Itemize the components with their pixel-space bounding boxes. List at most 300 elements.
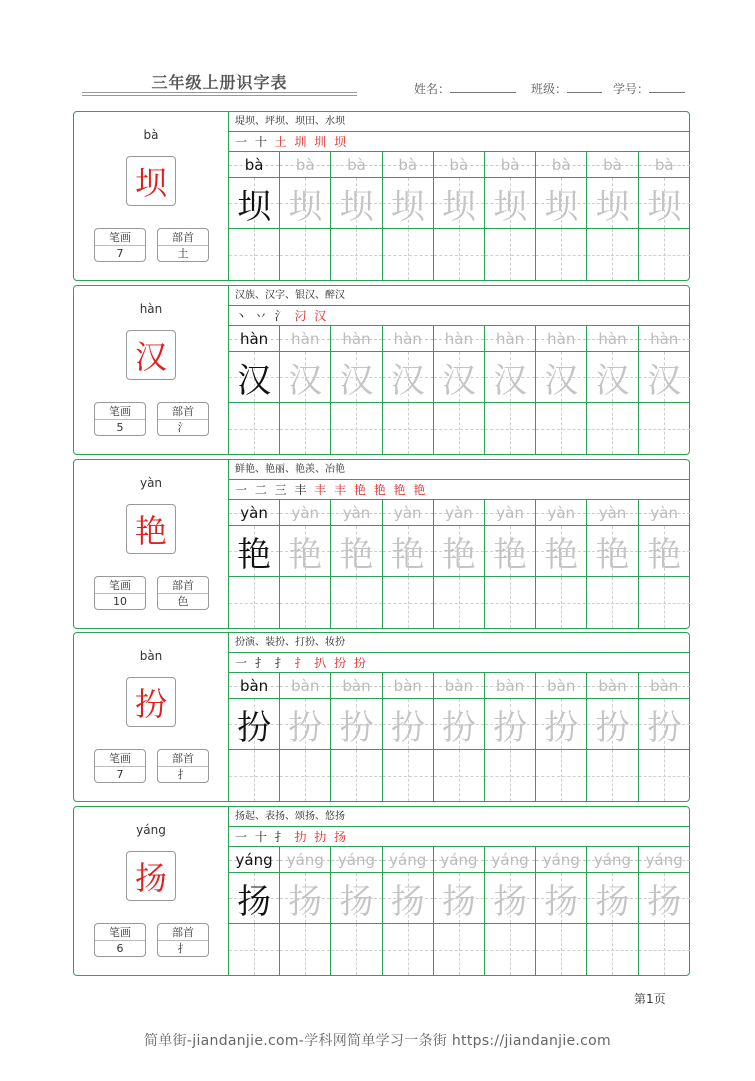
writing-cell[interactable] — [383, 229, 433, 280]
stroke-order-black: 丶 丷 氵 — [235, 309, 295, 323]
pinyin-text: yáng — [389, 851, 427, 869]
practice-grid — [229, 326, 690, 454]
writing-cell[interactable] — [536, 229, 586, 280]
pinyin-text: yàn — [496, 504, 524, 522]
writing-cell[interactable] — [280, 577, 330, 628]
id-label: 学号： — [613, 82, 650, 96]
pinyin-trace-cell[interactable] — [331, 673, 381, 699]
char-trace-cell[interactable] — [587, 699, 637, 750]
char-trace-cell[interactable] — [331, 178, 381, 229]
char-trace-cell[interactable] — [434, 526, 484, 577]
writing-cell[interactable] — [434, 577, 484, 628]
char-trace-cell[interactable] — [536, 699, 586, 750]
pinyin-trace-cell[interactable] — [434, 500, 484, 526]
pinyin-text: yáng — [645, 851, 683, 869]
pinyin-text: bà — [244, 156, 264, 174]
char-trace-cell[interactable] — [383, 352, 433, 403]
pinyin-text: bàn — [342, 677, 371, 695]
writing-cell[interactable] — [485, 577, 535, 628]
writing-cell[interactable] — [536, 403, 586, 454]
char-trace-cell[interactable] — [383, 526, 433, 577]
char-glyph: 扬 — [288, 881, 323, 922]
pinyin-text: bà — [295, 156, 315, 174]
class-label: 班级： — [531, 82, 568, 96]
char-trace-cell[interactable] — [229, 526, 279, 577]
char-glyph: 坝 — [339, 186, 374, 227]
pinyin-trace-cell[interactable] — [229, 673, 279, 699]
pinyin-trace-cell[interactable] — [485, 326, 535, 352]
writing-cell[interactable] — [587, 750, 637, 801]
char-trace-cell[interactable] — [485, 352, 535, 403]
practice-column — [587, 500, 638, 628]
pinyin-trace-cell[interactable] — [639, 500, 690, 526]
pinyin-trace-cell[interactable] — [485, 500, 535, 526]
char-trace-cell[interactable] — [331, 526, 381, 577]
writing-cell[interactable] — [434, 750, 484, 801]
pinyin-trace-cell[interactable] — [331, 500, 381, 526]
pinyin-trace-cell[interactable] — [485, 152, 535, 178]
writing-cell[interactable] — [229, 229, 279, 280]
stroke-order — [229, 132, 690, 152]
pinyin-text: yáng — [542, 851, 580, 869]
pinyin-trace-cell[interactable] — [434, 326, 484, 352]
char-trace-cell[interactable] — [536, 352, 586, 403]
stroke-count-box — [94, 923, 146, 957]
char-trace-cell[interactable] — [280, 178, 330, 229]
pinyin-trace-cell[interactable] — [434, 847, 484, 873]
char-info-panel — [74, 112, 228, 280]
char-glyph: 扮 — [390, 707, 425, 748]
pinyin-trace-cell[interactable] — [536, 673, 586, 699]
practice-column — [639, 152, 690, 280]
char-glyph: 汉 — [493, 360, 528, 401]
pinyin-text: yàn — [393, 504, 422, 522]
char-trace-cell[interactable] — [434, 352, 484, 403]
pinyin-trace-cell[interactable] — [383, 326, 433, 352]
practice-column — [587, 152, 638, 280]
char-trace-cell[interactable] — [639, 699, 690, 750]
practice-grid — [229, 152, 690, 280]
writing-cell[interactable] — [639, 577, 690, 628]
practice-column — [536, 152, 587, 280]
practice-panel — [228, 633, 689, 801]
writing-cell[interactable] — [383, 577, 433, 628]
char-trace-cell[interactable] — [280, 526, 330, 577]
char-trace-cell[interactable] — [331, 352, 381, 403]
page-title: 三年级上册识字表 — [151, 73, 288, 92]
char-glyph: 扬 — [390, 881, 425, 922]
pinyin-trace-cell[interactable] — [383, 847, 433, 873]
word-list: 汉族、汉字、银汉、醉汉 — [229, 286, 690, 306]
practice-column — [639, 673, 690, 801]
pinyin-text: hàn — [239, 330, 269, 348]
char-glyph: 汉 — [441, 360, 476, 401]
char-glyph: 坝 — [390, 186, 425, 227]
writing-cell[interactable] — [331, 577, 381, 628]
stroke-count-box — [94, 402, 146, 436]
char-trace-cell[interactable] — [434, 699, 484, 750]
character-card — [73, 285, 690, 455]
stroke-order-red: 扐 扐 扬 — [294, 830, 349, 844]
pinyin-trace-cell[interactable] — [434, 152, 484, 178]
char-trace-cell[interactable] — [485, 178, 535, 229]
char-glyph: 艳 — [493, 534, 528, 575]
radical-box — [157, 576, 209, 610]
practice-column — [587, 847, 638, 975]
writing-cell[interactable] — [587, 924, 637, 975]
char-trace-cell[interactable] — [639, 873, 690, 924]
practice-column — [383, 152, 434, 280]
practice-grid — [229, 847, 690, 975]
writing-cell[interactable] — [280, 229, 330, 280]
pinyin-trace-cell[interactable] — [587, 673, 637, 699]
writing-cell[interactable] — [536, 750, 586, 801]
practice-column — [639, 847, 690, 975]
pinyin-text: hàn — [444, 330, 473, 348]
writing-cell[interactable] — [639, 403, 690, 454]
pinyin-trace-cell[interactable] — [229, 326, 279, 352]
writing-cell[interactable] — [383, 924, 433, 975]
pinyin-trace-cell[interactable] — [639, 847, 690, 873]
radical-box — [157, 228, 209, 262]
stroke-count-value: 7 — [116, 768, 124, 781]
stroke-count-label: 笔画 — [95, 403, 145, 420]
pinyin-text: yàn — [342, 504, 371, 522]
name-field[interactable] — [414, 80, 516, 97]
char-trace-cell[interactable] — [485, 699, 535, 750]
radical-value: 色 — [177, 595, 189, 608]
stroke-order — [229, 480, 690, 500]
character-card — [73, 806, 690, 976]
pinyin-text: yàn — [240, 504, 268, 522]
pinyin-text: bàn — [239, 677, 269, 695]
char-trace-cell[interactable] — [485, 873, 535, 924]
char-pinyin: yáng — [136, 823, 166, 837]
stroke-order — [229, 306, 690, 326]
practice-column — [434, 152, 485, 280]
practice-column — [536, 500, 587, 628]
practice-column — [280, 673, 331, 801]
char-trace-cell[interactable] — [639, 178, 690, 229]
char-trace-cell[interactable] — [485, 526, 535, 577]
writing-cell[interactable] — [639, 924, 690, 975]
pinyin-text: hàn — [650, 330, 679, 348]
pinyin-text: yàn — [547, 504, 576, 522]
stroke-count-label: 笔画 — [95, 924, 145, 941]
pinyin-trace-cell[interactable] — [536, 500, 586, 526]
char-trace-cell[interactable] — [280, 699, 330, 750]
writing-cell[interactable] — [434, 924, 484, 975]
pinyin-text: yáng — [286, 851, 324, 869]
char-trace-cell[interactable] — [383, 178, 433, 229]
character-card — [73, 459, 690, 629]
pinyin-trace-cell[interactable] — [383, 673, 433, 699]
char-trace-cell[interactable] — [383, 873, 433, 924]
practice-panel — [228, 112, 689, 280]
pinyin-trace-cell[interactable] — [229, 847, 279, 873]
pinyin-trace-cell[interactable] — [639, 326, 690, 352]
pinyin-trace-cell[interactable] — [331, 326, 381, 352]
char-trace-cell[interactable] — [536, 873, 586, 924]
char-trace-cell[interactable] — [639, 526, 690, 577]
class-blank[interactable] — [567, 81, 602, 93]
pinyin-trace-cell[interactable] — [331, 847, 381, 873]
class-field[interactable] — [531, 80, 602, 97]
pinyin-trace-cell[interactable] — [434, 673, 484, 699]
char-trace-cell[interactable] — [331, 699, 381, 750]
pinyin-text: yàn — [598, 504, 627, 522]
stroke-order — [229, 653, 690, 673]
page-number: 第1页 — [634, 992, 666, 1006]
stroke-count-value: 10 — [113, 595, 127, 608]
char-trace-cell[interactable] — [639, 352, 690, 403]
char-pinyin: hàn — [139, 302, 163, 316]
practice-column — [536, 326, 587, 454]
pinyin-text: bàn — [495, 677, 525, 695]
practice-column — [280, 500, 331, 628]
word-list: 扬起、表扬、颂扬、悠扬 — [229, 807, 690, 827]
writing-cell[interactable] — [485, 229, 535, 280]
char-trace-cell[interactable] — [587, 526, 637, 577]
id-blank[interactable] — [649, 81, 685, 93]
practice-column — [280, 152, 331, 280]
pinyin-trace-cell[interactable] — [485, 673, 535, 699]
writing-cell[interactable] — [383, 403, 433, 454]
char-trace-cell[interactable] — [536, 526, 586, 577]
pinyin-text: bàn — [291, 677, 320, 695]
char-glyph: 扬 — [493, 881, 528, 922]
writing-cell[interactable] — [587, 403, 637, 454]
pinyin-trace-cell[interactable] — [536, 847, 586, 873]
writing-cell[interactable] — [536, 577, 586, 628]
practice-column — [485, 500, 536, 628]
writing-cell[interactable] — [383, 750, 433, 801]
practice-column — [485, 847, 536, 975]
pinyin-trace-cell[interactable] — [536, 326, 586, 352]
radical-box — [157, 923, 209, 957]
pinyin-text: hàn — [342, 330, 371, 348]
writing-cell[interactable] — [331, 750, 381, 801]
stroke-count-value: 7 — [116, 247, 124, 260]
pinyin-trace-cell[interactable] — [229, 500, 279, 526]
char-glyph: 扮 — [441, 707, 476, 748]
char-display: 坝 — [126, 156, 176, 206]
char-trace-cell[interactable] — [280, 352, 330, 403]
char-trace-cell[interactable] — [587, 352, 637, 403]
pinyin-trace-cell[interactable] — [280, 500, 330, 526]
char-trace-cell[interactable] — [383, 699, 433, 750]
writing-cell[interactable] — [331, 229, 381, 280]
radical-value: 土 — [177, 247, 189, 260]
char-trace-cell[interactable] — [434, 178, 484, 229]
char-trace-cell[interactable] — [229, 873, 279, 924]
practice-column — [434, 326, 485, 454]
char-glyph: 艳 — [441, 534, 476, 575]
practice-panel — [228, 286, 689, 454]
practice-grid — [229, 500, 690, 628]
writing-cell[interactable] — [485, 750, 535, 801]
pinyin-trace-cell[interactable] — [587, 500, 637, 526]
pinyin-text: bàn — [444, 677, 473, 695]
pinyin-trace-cell[interactable] — [383, 500, 433, 526]
practice-panel — [228, 807, 689, 975]
char-glyph: 坝 — [595, 186, 630, 227]
writing-cell[interactable] — [485, 924, 535, 975]
stroke-count-label: 笔画 — [95, 750, 145, 767]
radical-label: 部首 — [158, 750, 208, 767]
pinyin-text: yàn — [650, 504, 678, 522]
char-glyph: 扮 — [647, 707, 682, 748]
pinyin-trace-cell[interactable] — [587, 326, 637, 352]
writing-cell[interactable] — [434, 403, 484, 454]
practice-column — [639, 500, 690, 628]
practice-column — [536, 673, 587, 801]
char-glyph: 扮 — [493, 707, 528, 748]
practice-column — [331, 500, 382, 628]
pinyin-text: bàn — [547, 677, 576, 695]
pinyin-text: yáng — [491, 851, 529, 869]
writing-cell[interactable] — [639, 229, 690, 280]
char-trace-cell[interactable] — [536, 178, 586, 229]
practice-column — [383, 847, 434, 975]
writing-cell[interactable] — [280, 750, 330, 801]
writing-cell[interactable] — [280, 403, 330, 454]
char-glyph: 坝 — [237, 186, 272, 227]
char-glyph: 扬 — [339, 881, 374, 922]
stroke-count-value: 5 — [116, 421, 124, 434]
char-glyph: 坝 — [441, 186, 476, 227]
practice-column — [434, 673, 485, 801]
writing-cell[interactable] — [229, 750, 279, 801]
pinyin-trace-cell[interactable] — [639, 152, 690, 178]
char-trace-cell[interactable] — [331, 873, 381, 924]
writing-cell[interactable] — [229, 403, 279, 454]
pinyin-text: bà — [347, 156, 366, 174]
practice-column — [280, 847, 331, 975]
pinyin-text: yàn — [445, 504, 473, 522]
pinyin-trace-cell[interactable] — [536, 152, 586, 178]
pinyin-trace-cell[interactable] — [587, 152, 637, 178]
id-field[interactable] — [613, 80, 685, 97]
writing-cell[interactable] — [434, 229, 484, 280]
pinyin-trace-cell[interactable] — [587, 847, 637, 873]
char-glyph: 艳 — [544, 534, 579, 575]
char-glyph: 扮 — [288, 707, 323, 748]
writing-cell[interactable] — [587, 577, 637, 628]
pinyin-trace-cell[interactable] — [280, 326, 330, 352]
stroke-count-box — [94, 749, 146, 783]
radical-value: 扌 — [177, 768, 189, 781]
practice-column — [229, 326, 280, 454]
char-glyph: 艳 — [595, 534, 630, 575]
pinyin-text: hàn — [598, 330, 627, 348]
char-trace-cell[interactable] — [229, 699, 279, 750]
char-glyph: 扬 — [441, 881, 476, 922]
practice-column — [229, 152, 280, 280]
char-trace-cell[interactable] — [587, 873, 637, 924]
writing-cell[interactable] — [331, 403, 381, 454]
writing-cell[interactable] — [639, 750, 690, 801]
char-trace-cell[interactable] — [434, 873, 484, 924]
radical-box — [157, 402, 209, 436]
char-glyph: 扬 — [595, 881, 630, 922]
pinyin-trace-cell[interactable] — [331, 152, 381, 178]
practice-grid — [229, 673, 690, 801]
char-glyph: 艳 — [237, 534, 272, 575]
char-trace-cell[interactable] — [229, 352, 279, 403]
char-glyph: 扮 — [237, 707, 272, 748]
char-glyph: 扬 — [647, 881, 682, 922]
title-underline — [82, 92, 357, 96]
char-display: 汉 — [126, 330, 176, 380]
pinyin-text: hàn — [547, 330, 576, 348]
writing-cell[interactable] — [229, 924, 279, 975]
writing-cell[interactable] — [280, 924, 330, 975]
practice-column — [331, 152, 382, 280]
char-glyph: 汉 — [237, 360, 272, 401]
practice-column — [485, 326, 536, 454]
stroke-order-red: 土 圳 圳 坝 — [274, 135, 349, 149]
practice-column — [331, 326, 382, 454]
practice-column — [331, 847, 382, 975]
stroke-order — [229, 827, 690, 847]
char-glyph: 扮 — [339, 707, 374, 748]
char-trace-cell[interactable] — [229, 178, 279, 229]
writing-cell[interactable] — [485, 403, 535, 454]
pinyin-trace-cell[interactable] — [485, 847, 535, 873]
char-trace-cell[interactable] — [587, 178, 637, 229]
practice-column — [485, 673, 536, 801]
char-display: 扮 — [126, 677, 176, 727]
practice-column — [434, 847, 485, 975]
char-pinyin: bàn — [139, 649, 163, 663]
char-pinyin: bà — [143, 128, 159, 142]
writing-cell[interactable] — [229, 577, 279, 628]
char-info-panel — [74, 633, 228, 801]
radical-label: 部首 — [158, 577, 208, 594]
pinyin-trace-cell[interactable] — [639, 673, 690, 699]
char-trace-cell[interactable] — [280, 873, 330, 924]
char-display: 艳 — [126, 504, 176, 554]
pinyin-trace-cell[interactable] — [280, 152, 330, 178]
pinyin-trace-cell[interactable] — [229, 152, 279, 178]
stroke-order-black: 一 二 三 丰 — [235, 483, 315, 497]
pinyin-text: yáng — [593, 851, 632, 869]
radical-box — [157, 749, 209, 783]
writing-cell[interactable] — [331, 924, 381, 975]
name-blank[interactable] — [450, 81, 516, 93]
practice-column — [229, 847, 280, 975]
stroke-count-box — [94, 576, 146, 610]
pinyin-trace-cell[interactable] — [383, 152, 433, 178]
writing-cell[interactable] — [536, 924, 586, 975]
practice-column — [536, 847, 587, 975]
stroke-count-box — [94, 228, 146, 262]
pinyin-trace-cell[interactable] — [280, 847, 330, 873]
char-info-panel — [74, 286, 228, 454]
pinyin-trace-cell[interactable] — [280, 673, 330, 699]
stroke-count-label: 笔画 — [95, 577, 145, 594]
char-info-panel — [74, 460, 228, 628]
char-glyph: 艳 — [647, 534, 682, 575]
char-glyph: 坝 — [647, 186, 682, 227]
pinyin-text: bàn — [598, 677, 627, 695]
pinyin-text: yáng — [440, 851, 478, 869]
writing-cell[interactable] — [587, 229, 637, 280]
char-glyph: 扮 — [544, 707, 579, 748]
pinyin-text: bà — [398, 156, 418, 174]
practice-column — [229, 500, 280, 628]
